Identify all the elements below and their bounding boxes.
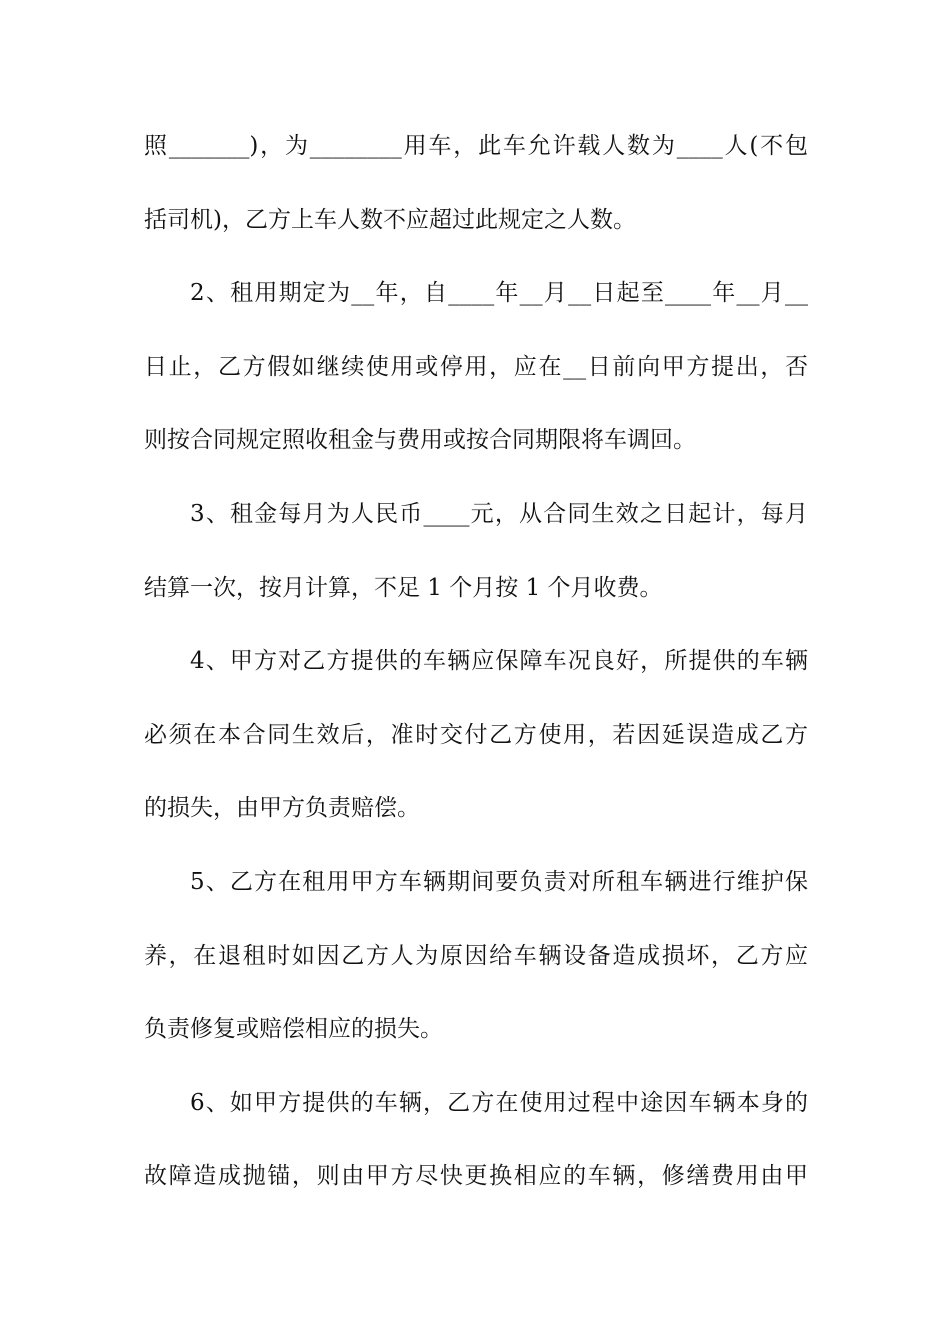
text-line: 养，在退租时如因乙方人为原因给车辆设备造成损坏，乙方应 <box>144 942 808 969</box>
text-line: 则按合同规定照收租金与费用或按合同期限将车调回。 <box>144 427 696 454</box>
clause-6-line: 6、如甲方提供的车辆，乙方在使用过程中途因车辆本身的 <box>190 1089 808 1116</box>
document-body <box>144 124 808 1228</box>
clause-3-line: 3、租金每月为人民币____元，从合同生效之日起计，每月 <box>190 500 808 527</box>
text-line: 负责修复或赔偿相应的损失。 <box>144 1016 443 1043</box>
text-line: 故障造成抛锚，则由甲方尽快更换相应的车辆，修缮费用由甲 <box>144 1163 808 1190</box>
clause-4-line: 4、甲方对乙方提供的车辆应保障车况良好，所提供的车辆 <box>190 648 808 675</box>
text-line: 结算一次，按月计算，不足 1 个月按 1 个月收费。 <box>144 574 663 601</box>
text-line: 括司机)，乙方上车人数不应超过此规定之人数。 <box>144 206 636 233</box>
clause-5-line: 5、乙方在租用甲方车辆期间要负责对所租车辆进行维护保 <box>190 868 808 895</box>
clause-2-line: 2、租用期定为__年，自____年__月__日起至____年__月__ <box>190 280 808 307</box>
text-line: 日止，乙方假如继续使用或停用，应在__日前向甲方提出，否 <box>144 353 808 380</box>
text-line: 照_______)，为________用车，此车允许载人数为____人(不包 <box>144 133 808 159</box>
text-line: 必须在本合同生效后，准时交付乙方使用，若因延误造成乙方 <box>144 721 808 748</box>
text-line: 的损失，由甲方负责赔偿。 <box>144 795 420 822</box>
